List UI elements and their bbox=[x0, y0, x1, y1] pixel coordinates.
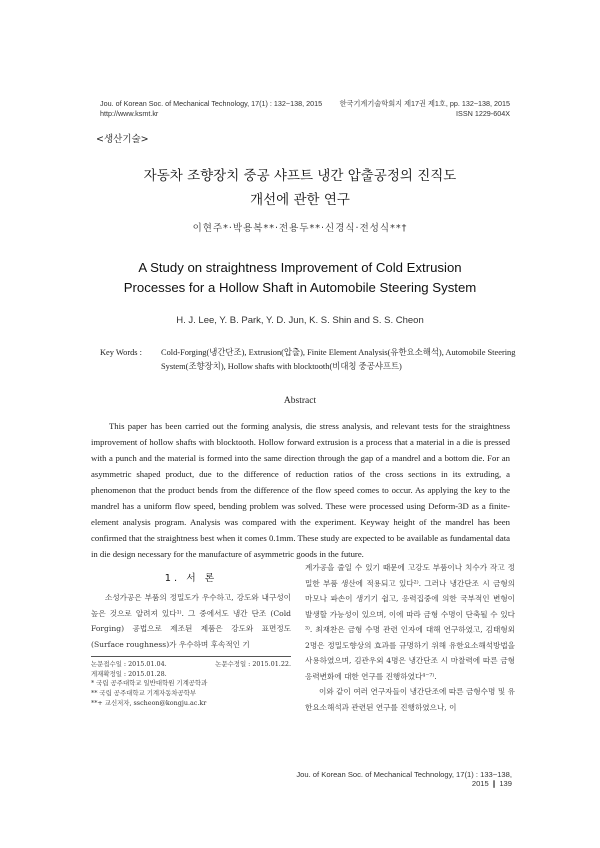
left-column bbox=[91, 570, 291, 652]
intro-paragraph-left: 소성가공은 부품의 정밀도가 우수하고, 강도와 내구성이 높은 것으로 알려져 있다¹⁾. 그 중에서도 냉간 단조 (Cold Forging) 공법으로 제조된 제품은 강도와 표면정도(Surface roughness)가 우수하며 후속적인 기 bbox=[91, 593, 291, 649]
korean-title-line1: 자동차 조향장치 중공 샤프트 냉간 압출공정의 진직도 bbox=[143, 168, 457, 184]
korean-title-line2: 개선에 관한 연구 bbox=[250, 192, 350, 208]
received-date: 논문접수일 : 2015.01.04. bbox=[91, 660, 167, 668]
affiliation-1: * 국립 공주대학교 일반대학원 기계공학과 bbox=[91, 679, 208, 688]
english-title-line1: A Study on straightness Improvement of Cold Extrusion bbox=[138, 260, 462, 275]
section-heading: 1. 서 론 bbox=[164, 573, 218, 584]
keywords-text: Cold-Forging(냉간단조), Extrusion(압출), Finite Element Analysis(유한요소해석), Automobile Steering System(조향장치), Hollow shafts with blocktooth(비대칭 중공샤프트) bbox=[161, 348, 516, 371]
keywords bbox=[100, 346, 520, 373]
affiliation-2: ** 국립 공주대학교 기계자동차공학부 bbox=[91, 689, 197, 698]
corresponding-author: **+ 교신저자, sscheon@kongju.ac.kr bbox=[91, 698, 207, 707]
korean-authors: 이현주*·박용복**·전용두**·신경식·전성식**† bbox=[192, 223, 408, 234]
journal-citation-left bbox=[100, 99, 330, 119]
english-title-line2: Processes for a Hollow Shaft in Automobile Steering System bbox=[123, 280, 477, 295]
journal-citation-right bbox=[330, 99, 510, 119]
korean-title bbox=[0, 164, 600, 212]
keywords-label: Key Words : bbox=[100, 348, 142, 357]
right-column bbox=[305, 560, 515, 715]
intro-paragraph-right-1: 계가공을 줄일 수 있기 때문에 고강도 부품이나 치수가 작고 정밀한 부품 생산에 적용되고 있다²⁾. 그러나 냉간단조 시 금형의 마모나 파손이 생기기 쉽고, 응력집중에 의한 국부적인 변형이 발생할 가능성이 있으며, 이에 따라 금형 수명이 단축될 수 있다³⁾. 최재찬은 금형 수명 관련 인자에 대해 연구하였고, 김태형외 2명은 정밀도향상의 효과를 규명하기 위해 유한요소해석방법을 사용하였으며, 김관우외 4명은 냉간단조 시 마찰력에 따른 금형응력변화에 대한 연구를 진행하였다⁴⁻⁷⁾. bbox=[305, 563, 515, 681]
journal-issn: ISSN 1229-604X bbox=[456, 109, 510, 118]
accepted-date: 게재확정일 : 2015.01.28. bbox=[91, 669, 167, 678]
revised-date: 논문수정일 : 2015.01.22. bbox=[215, 660, 291, 668]
journal-citation-en: Jou. of Korean Soc. of Mechanical Technology, 17(1) : 132~138, 2015 bbox=[100, 99, 323, 108]
footnotes bbox=[91, 656, 291, 709]
english-authors: H. J. Lee, Y. B. Park, Y. D. Jun, K. S. Shin and S. S. Cheon bbox=[176, 315, 424, 326]
journal-citation-kr: 한국기계기술학회지 제17권 제1호, pp. 132~138, 2015 bbox=[339, 99, 510, 108]
english-title bbox=[0, 258, 600, 298]
footnote-dates bbox=[91, 660, 291, 670]
page-footer: Jou. of Korean Soc. of Mechanical Technology, 17(1) : 133~138, 2015 ❙ 139 bbox=[296, 770, 512, 788]
abstract-title: Abstract bbox=[283, 396, 317, 406]
abstract-text: This paper has been carried out the forming analysis, die stress analysis, and relevant tests for the straightness improvement of hollow shafts with blocktooth. Hollow forward extrusion is a process that a material in a die is pressed with a punch and the material is formed into the same direction through the gap of a mandrel and a bottom die. For an asymmetric shaped product, due to the difference of reduction ratios of the cross sections in its extruding, a phenomenon that the product bends from the difference of the flow speed comes to occur. As applying the key to the mandrel has a uniform flow speed, bending problem was solved. These were processed using Deform-3D as a finite-element analysis program. Analysis was compared with the experiment. Keyway height of the mandrel has been confirmed that the straightness best when it comes 0.1mm. These study are expected to be available as fundamental data in die design necessary for the manufacture of asymmetric goods in the future. bbox=[91, 421, 510, 559]
intro-paragraph-right-2: 이와 같이 여러 연구자들이 냉간단조에 따른 금형수명 및 유한요소해석과 관련된 연구를 진행하였으나, 이 bbox=[305, 687, 515, 712]
journal-url: http://www.ksmt.kr bbox=[100, 109, 159, 118]
section-tag: <생산기술> bbox=[96, 134, 149, 145]
